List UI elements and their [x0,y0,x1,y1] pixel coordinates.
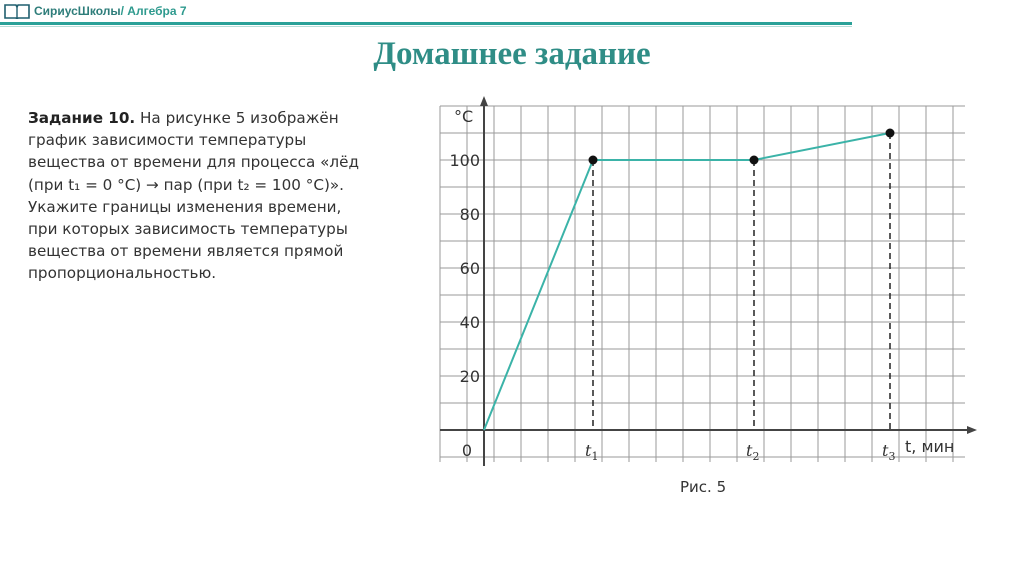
task-line-4: (при t₁ = 0 °C) → пар (при t₂ = 100 °C)». [28,175,344,194]
y-tick-label: 40 [459,313,480,332]
x-tick-label: $t_1$ [585,441,599,463]
temperature-time-chart [425,100,985,470]
brand-name: СириусШколы [34,4,121,18]
x-tick-label: $t_3$ [882,441,896,463]
y-tick-label: 20 [459,367,480,386]
brand-breadcrumb [34,4,187,18]
task-line-3: вещества от времени для процесса «лёд [28,153,359,172]
y-tick-label: 80 [459,205,480,224]
y-axis-arrow [480,96,488,106]
figure-5 [425,100,985,510]
header-rule [0,22,852,25]
task-text [28,107,408,285]
y-tick-label: 100 [449,151,480,170]
header-bar [0,0,1024,26]
task-line-7: вещества от времени является прямой [28,242,344,261]
x-axis-arrow [967,426,977,434]
task-line-6: при которых зависимость температуры [28,220,348,239]
header-rule-thin [0,26,852,27]
data-point [589,156,598,165]
task-line-5: Укажите границы изменения времени, [28,197,342,216]
task-line-1: На рисунке 5 изображён [135,109,339,127]
x-tick-label: $t_2$ [746,441,760,463]
open-book-icon [4,3,30,19]
temperature-line [484,133,890,430]
figure-caption: Рис. 5 [680,478,727,496]
brand-section: / Алгебра 7 [120,4,187,18]
task-line-2: график зависимости температуры [28,131,307,150]
data-point [886,129,895,138]
y-axis-label: °C [454,107,474,126]
data-point [750,156,759,165]
task-label: Задание 10. [28,109,136,127]
origin-label: 0 [461,441,472,460]
y-tick-label: 60 [459,259,480,278]
page-title: Домашнее задание [373,36,651,72]
task-line-8: пропорциональностью. [28,264,217,283]
x-axis-label: t, мин [905,437,955,456]
